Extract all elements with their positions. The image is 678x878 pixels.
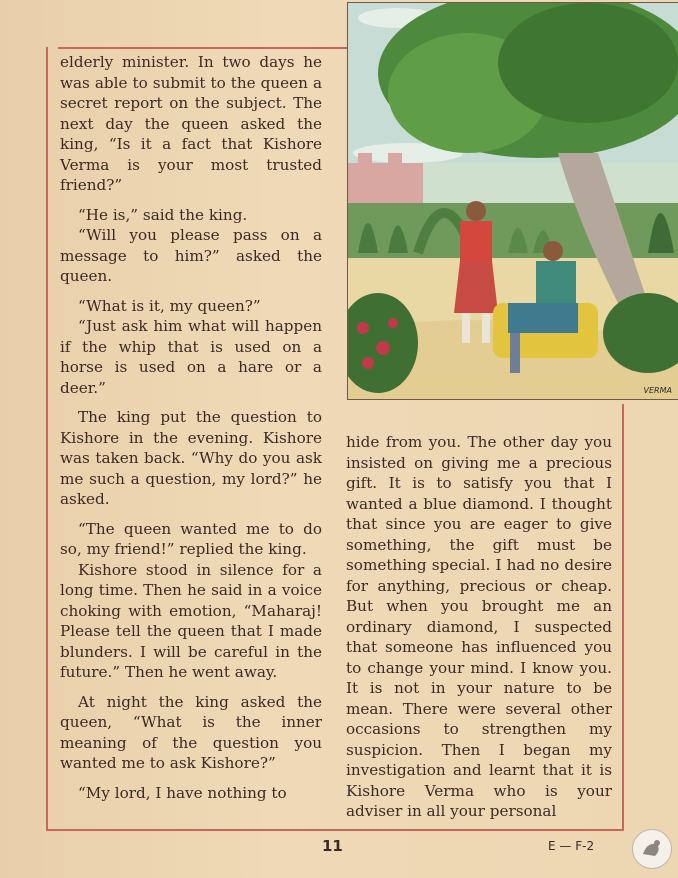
paragraph: “The queen wanted me to do so, my friend!” replied the king. [60, 519, 322, 558]
left-top-rule [58, 47, 347, 49]
paragraph: Kishore stood in silence for a long time. Then he said in a voice choking with emotion, “Maharaj! Please tell the queen that I made blunders. I will be careful in the future.” Then he went away. [60, 560, 322, 681]
paragraph: “My lord, I have nothing to [78, 783, 287, 802]
stamp-logo-icon [632, 829, 672, 869]
artist-signature: VERMA [643, 386, 672, 395]
story-illustration [347, 2, 678, 400]
left-text-column [60, 52, 322, 812]
right-side-rule [622, 404, 624, 830]
paragraph: “What is it, my queen?” [78, 296, 261, 315]
paragraph: At night the king asked the queen, “What is the inner meaning of the question you wanted me to ask Kishore?” [60, 692, 322, 772]
left-side-rule [46, 47, 48, 830]
garden-scene-image [348, 3, 678, 399]
paragraph: “Will you please pass on a message to him?” asked the queen. [60, 226, 322, 285]
paragraph: The king put the question to Kishore in the evening. Kishore was taken back. “Why do you ask me such a question, my lord?” he asked. [60, 408, 322, 508]
page-number: 11 [322, 837, 343, 855]
issue-code: E — F-2 [548, 839, 595, 853]
paragraph: “He is,” said the king. [78, 205, 248, 224]
paragraph: elderly minister. In two days he was able to submit to the queen a secret report on the subject. The next day the queen asked the king, “Is it a fact that Kishore Verma is your most trusted friend?” [60, 53, 322, 194]
paragraph: hide from you. The other day you insisted on giving me a precious gift. It is to satisfy you that I wanted a blue diamond. I thought that since you are eager to give something, the gift must be something special. I had no desire for anything, precious or cheap. But when you brought me an ordinary diamond, I suspected that someone has influenced you to change your mind. I know you. It is not in your nature to be mean. There were several other occasions to strengthen my suspicion. Then I began my investigation and learnt that it is Kishore Verma who is your adviser in all your personal [346, 433, 612, 820]
paragraph: “Just ask him what will happen if the whip that is used on a horse is used on a hare or a deer.” [60, 317, 322, 397]
right-text-column [346, 432, 612, 831]
